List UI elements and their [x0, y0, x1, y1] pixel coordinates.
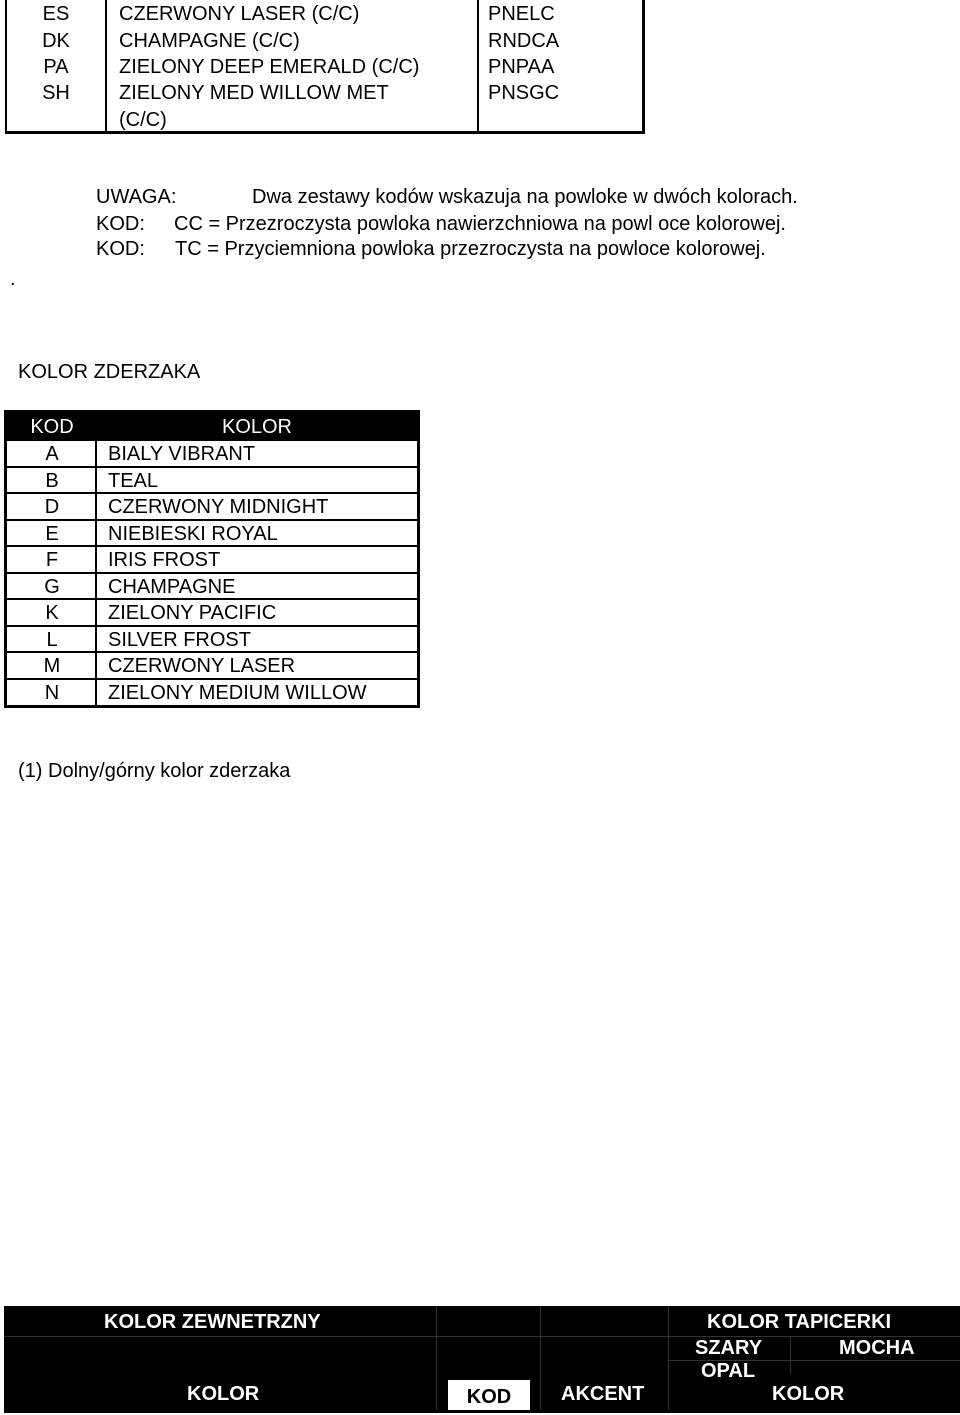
kod-label: KOD	[448, 1380, 530, 1410]
note-label: KOD:	[96, 238, 145, 260]
note-label: KOD:	[96, 213, 145, 235]
header-color: KOLOR	[221, 416, 293, 438]
bumper-code: N	[44, 681, 60, 704]
table-row	[7, 521, 417, 548]
upholstery-color-heading: KOLOR TAPICERKI	[707, 1311, 892, 1333]
table-header	[7, 413, 417, 441]
table-row	[7, 653, 417, 680]
bumper-color: ZIELONY PACIFIC	[108, 602, 277, 624]
paint-name: CZERWONY LASER (C/C)	[119, 3, 360, 25]
note-label: UWAGA:	[96, 186, 177, 208]
note-kod-tc	[96, 237, 766, 261]
section-title: KOLOR ZDERZAKA	[18, 361, 201, 383]
divider	[540, 1306, 541, 1410]
divider	[436, 1306, 437, 1410]
header-code: KOD	[30, 416, 74, 438]
paint-name: ZIELONY MED WILLOW MET	[119, 82, 389, 104]
bumper-color: TEAL	[108, 469, 159, 492]
table-row	[7, 547, 417, 574]
note-uwaga	[96, 185, 798, 209]
note-kod-cc	[96, 212, 786, 236]
paint-code: ES	[42, 3, 70, 25]
bumper-code: B	[45, 469, 59, 492]
note-text: TC = Przyciemniona powloka przezroczysta na powloce kolorowej.	[175, 238, 766, 260]
upholstery-szary: SZARY	[695, 1337, 763, 1359]
table-row	[7, 627, 417, 654]
paint-code: DK	[42, 30, 70, 52]
divider	[4, 1336, 960, 1337]
paint-code: PA	[43, 56, 69, 78]
bumper-color: ZIELONY MEDIUM WILLOW	[108, 681, 367, 704]
table-row	[7, 574, 417, 601]
bumper-code: L	[46, 628, 58, 651]
note-text: Dwa zestawy kodów wskazuja na powloke w dwóch kolorach.	[252, 186, 798, 208]
akcent-label: AKCENT	[561, 1383, 645, 1405]
paint-name: CHAMPAGNE (C/C)	[119, 30, 300, 52]
upholstery-mocha: MOCHA	[839, 1337, 915, 1359]
exterior-color-heading: KOLOR ZEWNETRZNY	[104, 1311, 321, 1333]
bumper-color: CZERWONY MIDNIGHT	[108, 496, 329, 518]
paint-ref: RNDCA	[488, 30, 560, 52]
bumper-code: G	[44, 575, 60, 598]
paint-ref: PNPAA	[488, 56, 555, 78]
paint-name-continuation: (C/C)	[119, 109, 167, 131]
bumper-code: F	[45, 549, 59, 571]
bumper-code: A	[45, 443, 59, 465]
table-row	[7, 28, 642, 55]
bumper-code: D	[44, 496, 60, 518]
note-text: CC = Przezroczysta powloka nawierzchniowa na powl oce kolorowej.	[174, 213, 786, 235]
table-body	[7, 441, 417, 705]
exterior-kolor-label: KOLOR	[187, 1383, 260, 1405]
bullet-dot: .	[10, 268, 16, 290]
divider	[4, 1410, 960, 1413]
paint-ref: PNELC	[488, 3, 555, 25]
table-row	[7, 1, 642, 28]
paint-code: SH	[42, 82, 70, 104]
table-row	[7, 680, 417, 707]
paint-ref: PNSGC	[488, 82, 560, 104]
divider	[668, 1306, 669, 1410]
table-row	[7, 600, 417, 627]
bumper-color: CHAMPAGNE	[108, 575, 236, 598]
paint-code-table	[5, 0, 645, 134]
upholstery-kolor-label: KOLOR	[772, 1383, 845, 1405]
footnote: (1) Dolny/górny kolor zderzaka	[18, 760, 291, 782]
bumper-color: SILVER FROST	[108, 628, 251, 651]
bumper-color-table	[4, 410, 420, 708]
table-row	[7, 80, 642, 131]
table-row	[7, 54, 642, 81]
bumper-color: NIEBIESKI ROYAL	[108, 522, 278, 545]
paint-name: ZIELONY DEEP EMERALD (C/C)	[119, 56, 420, 78]
bumper-color: IRIS FROST	[108, 549, 221, 571]
table-row	[7, 494, 417, 521]
table-row	[7, 468, 417, 495]
bumper-code: E	[45, 522, 59, 545]
upholstery-opal: OPAL	[701, 1360, 756, 1382]
divider	[790, 1336, 791, 1374]
bumper-color: CZERWONY LASER	[108, 655, 296, 677]
bumper-color: BIALY VIBRANT	[108, 443, 256, 465]
bumper-code: K	[45, 602, 59, 624]
table-row	[7, 441, 417, 468]
bumper-code: M	[43, 655, 61, 677]
